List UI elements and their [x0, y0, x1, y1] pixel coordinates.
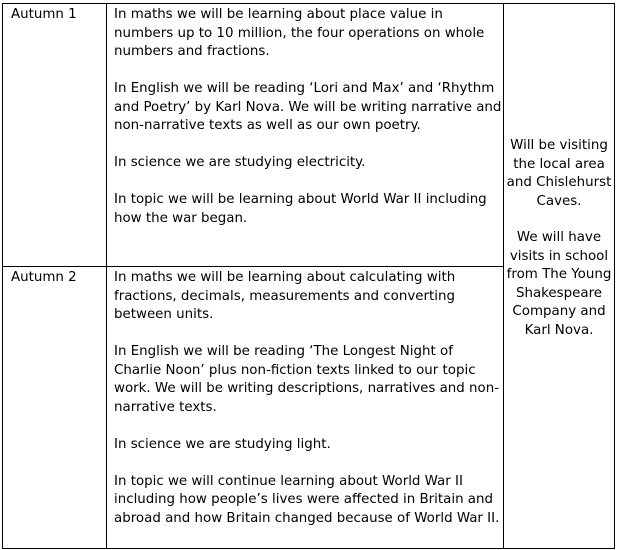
term-content [114, 269, 502, 528]
english-paragraph: In English we will be reading ‘The Longest Night of Charlie Noon’ plus non-fiction texts linked to our topic work. We will be writing descriptions, narratives and non-narrative texts. [114, 344, 500, 415]
trips-column [504, 137, 614, 340]
topic-paragraph: In topic we will continue learning about World War II including how people’s lives were affected in Britain and abroad and how Britain changed because of World War II. [114, 473, 500, 526]
term-column-divider [106, 3, 107, 549]
term-label: Autumn 2 [11, 270, 77, 285]
science-paragraph: In science we are studying light. [114, 436, 331, 452]
trip-note: Will be visiting the local area and Chislehurst Caves. [506, 138, 612, 209]
table-right-border [614, 3, 615, 549]
maths-paragraph: In maths we will be learning about place value in numbers up to 10 million, the four operations on whole numbers and fractions. [114, 7, 485, 59]
row-divider [2, 266, 503, 267]
table-bottom-border [2, 548, 615, 549]
table-left-border [2, 3, 3, 549]
term-label: Autumn 1 [11, 7, 77, 22]
maths-paragraph: In maths we will be learning about calculating with fractions, decimals, measurements and converting between units. [114, 270, 456, 322]
topic-paragraph: In topic we will be learning about World War II including how the war began. [114, 192, 487, 226]
table-top-border [2, 3, 615, 4]
science-paragraph: In science we are studying electricity. [114, 155, 366, 170]
term-content [114, 6, 502, 228]
visit-note: We will have visits in school from The Young Shakespeare Company and Karl Nova. [506, 230, 612, 338]
english-paragraph: In English we will be reading ‘Lori and Max’ and ‘Rhythm and Poetry’ by Karl Nova. We will be writing narrative and non-narrative texts as well as our own poetry. [114, 81, 502, 133]
